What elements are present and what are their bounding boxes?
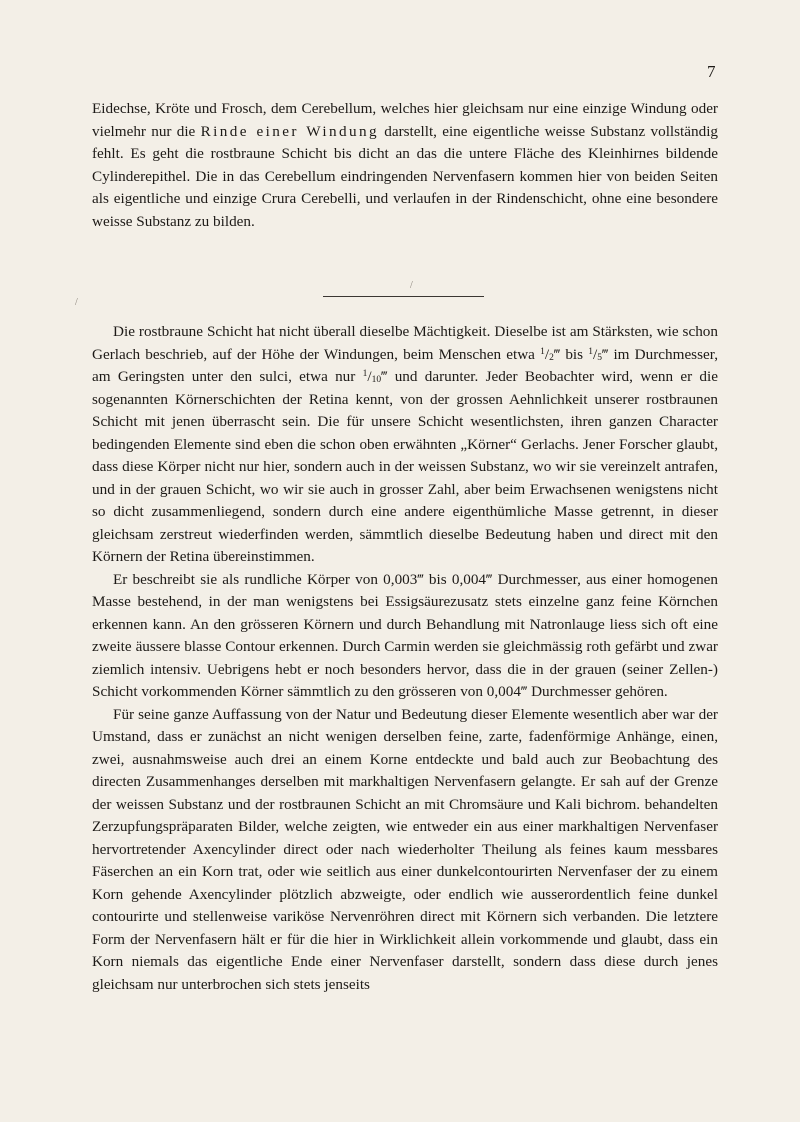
text-block-top: [92, 98, 718, 233]
fraction-denominator: 2: [549, 352, 554, 363]
paragraph-continued: [92, 98, 718, 233]
page-number: 7: [707, 62, 716, 81]
paragraph: Die rostbraune Schicht hat nicht überall dieselbe Mächtigkeit. Dieselbe ist am Stärksten, wie schon Gerlach beschrieb, auf der Höhe der Windungen, beim Menschen etwa $^1/_2‴$ bis $^1/_5‴$ im Durchmesser, am Geringsten unter den sulci, etwa nur $^1/_{10}‴$ und darunter. Jeder Beobachter wird, wenn er die sogenannten Körnerschichten der Retina kennt, von der grossen Aehnlichkeit unserer rostbraunen Schicht mit jenen überrascht sein. Die für unsere Schicht wesentlichsten, ihren ganzen Character bedingenden Elemente sind eben die schon oben erwähnten „Körner“ Gerlachs. Jener Forscher glaubt, dass diese Körper nicht nur hier, sondern auch in der weissen Substanz, wo wir sie vereinzelt antrafen, und in der grauen Schicht, wo wir sie auch in grosser Zahl, aber beim Erwachsenen wenigstens nicht so dicht zusammenliegend, sondern durch eine andere eigenthümliche Masse getrennt, in dieser gleichsam zerstreut wiederfinden werden, sämmtlich dieselbe Bedeutung haben und direct mit den Körnern der Retina übereinstimmen.: [92, 323, 718, 565]
fraction-numerator: 1: [540, 346, 545, 357]
margin-mark: /: [75, 297, 78, 308]
paragraph-text: ‴ bis: [553, 345, 589, 363]
paragraph: Für seine ganze Auffassung von der Natur und Bedeutung dieser Elemente wesentlich aber war der Umstand, dass er zunächst an nicht wenigen derselben feine, zarte, fadenförmige Anhänge, einen, zwei, ausnahmsweise auch drei an einem Korne entdeckte und bald auch zur Beobachtung des directen Zusammenhanges derselben mit markhaltigen Nervenfasern gelangte. Er sah auf der Grenze der weissen Substanz und der rostbraunen Schicht an mit Chromsäure und Kali bichrom. behandelten Zerzupfungspräparaten Bilder, welche zeigten, wie entweder ein aus einer markhaltigen Nervenfaser hervortretender Axencylinder direct oder nach wiederholter Theilung als feines kaum messbares Fäserchen an ein Korn trat, oder wie seitlich aus einer dunkelcontourirten Nervenfaser der zu einem Korn gehende Axencylinder plötzlich abzweigte, oder endlich wie ausserordentlich feine dunkel contourirte und stellenweise variköse Nervenröhren direct mit Körnern sich verbanden. Die letztere Form der Nervenfasern hält er für die hier in Wirklichkeit allein vorkommende und glaubt, dass ein Korn niemals das eigentliche Ende einer Nervenfaser darstellt, sondern dass diese durch jenes gleichsam nur unterbrochen sich stets jenseits: [92, 705, 718, 993]
fraction-numerator: 1: [588, 346, 593, 357]
margin-mark: /: [410, 280, 413, 291]
fraction-denominator: 5: [597, 352, 602, 363]
section-divider: [323, 296, 484, 297]
paragraph-text: ‴ im Durchmesser, am Geringsten unter den sulci, etwa nur: [92, 345, 718, 385]
fraction-numerator: 1: [362, 369, 368, 379]
paragraph: Er beschreibt sie als rundliche Körper von 0,003‴ bis 0,004‴ Durchmesser, aus einer homogenen Masse bestehend, in der man wenigstens bei Essigsäurezusatz stets einzelne ganz feine Körnchen erkennen kann. An den grösseren Körnern und durch Behandlung mit Natronlauge liess sich oft eine zweite äussere blasse Contour erkennen. Durch Carmin werden sie gleichmässig roth gefärbt und zwar ziemlich intensiv. Uebrigens hebt er noch besonders hervor, dass die in der grauen (seiner Zellen-) Schicht vorkommenden Körner sämmtlich zu den grösseren von 0,004‴ Durchmesser gehören.: [92, 570, 718, 700]
text-block-main: [92, 321, 718, 996]
paragraph-text: darstellt, eine eigentliche weisse Substanz vollständig fehlt. Es geht die rostbraune Schicht bis dicht an das die untere Fläche des Kleinhirnes bildende Cylinderepithel. Die in das Cerebellum eindringenden Nervenfasern kommen hier von beiden Seiten als eigentliche und einzige Crura Cerebelli, und verlaufen in der Rindenschicht, ohne eine besondere weisse Substanz zu bilden.: [92, 122, 719, 230]
paragraph-text: ‴ und darunter. Jeder Beobachter wird, wenn er die sogenannten Körnerschichten der Retina kennt, von der grossen Aehnlichkeit unserer rostbraunen Schicht mit jenen überrascht sein. Die für unsere Schicht wesentlichsten, ihren ganzen Character bedingenden Elemente sind eben die schon oben erwähnten „Körner“ Gerlachs. Jener Forscher glaubt, dass diese Körper nicht nur hier, sondern auch in der weissen Substanz, wo wir sie vereinzelt antrafen, und in der grauen Schicht, wo wir sie auch in grosser Zahl, aber beim Erwachsenen wenigstens nicht so dicht zusammenliegend, sondern durch eine andere eigenthümliche Masse getrennt, in dieser gleichsam zerstreut wiederfinden werden, sämmtlich dieselbe Bedeutung haben und direct mit den Körnern der Retina übereinstimmen.: [92, 368, 718, 565]
paragraph-text: Eidechse, Kröte und Frosch, dem Cerebellum, welches hier gleichsam nur eine einzige Windung oder vielmehr nur die: [92, 100, 718, 140]
emphasized-text: Rinde einer Windung: [200, 122, 379, 140]
paragraph-text: Die rostbraune Schicht hat nicht überall dieselbe Mächtigkeit. Dieselbe ist am Stärksten, wie schon Gerlach beschrieb, auf der Höhe der Windungen, beim Menschen etwa: [92, 323, 718, 363]
fraction-denominator: 10: [371, 375, 382, 385]
